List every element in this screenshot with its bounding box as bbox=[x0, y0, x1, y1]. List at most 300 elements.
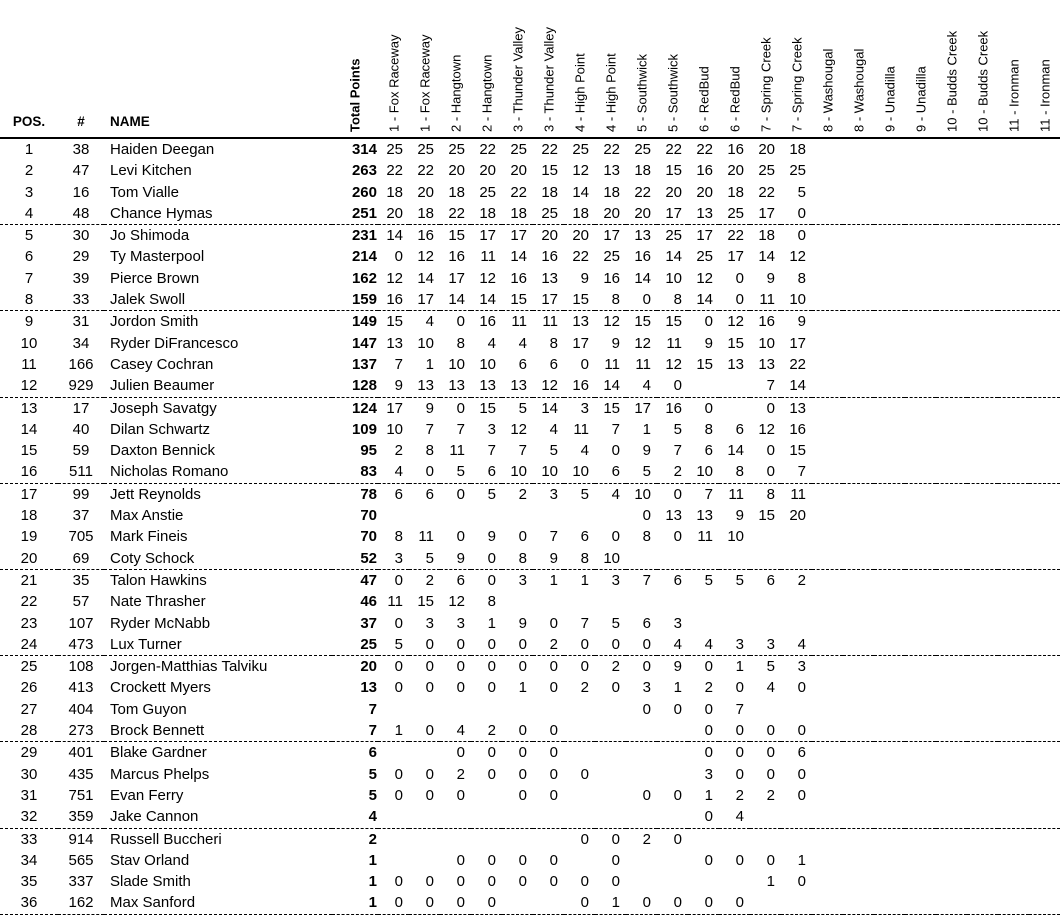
row-moto-score-18 bbox=[905, 656, 936, 678]
table-row[interactable] bbox=[0, 892, 1060, 914]
row-total-points: 162 bbox=[351, 269, 377, 287]
table-row[interactable] bbox=[0, 742, 1060, 764]
row-moto-score-15 bbox=[812, 354, 843, 375]
table-row[interactable] bbox=[0, 354, 1060, 375]
column-header-moto-label: 2 - Hangtown bbox=[479, 54, 494, 132]
row-moto-score-8 bbox=[595, 591, 626, 612]
row-moto-score-17 bbox=[874, 720, 905, 742]
row-moto-score-15 bbox=[812, 828, 843, 850]
moto-header-wrap bbox=[781, 26, 812, 134]
row-moto-score-22 bbox=[1029, 806, 1060, 828]
row-rider-name: Slade Smith bbox=[110, 873, 191, 891]
row-moto-score-21 bbox=[998, 656, 1029, 678]
row-moto-score-10: 0 bbox=[657, 375, 688, 397]
table-row[interactable] bbox=[0, 569, 1060, 591]
row-moto-score-13: 14 bbox=[758, 248, 775, 266]
row-moto-score-22 bbox=[1029, 354, 1060, 375]
row-moto-score-14 bbox=[781, 591, 812, 612]
column-header-moto-3 bbox=[440, 0, 471, 134]
row-moto-score-9 bbox=[626, 742, 657, 764]
column-header-moto-4 bbox=[471, 0, 502, 134]
row-moto-score-4: 3 bbox=[487, 420, 496, 438]
row-moto-score-6: 0 bbox=[549, 744, 558, 762]
row-moto-score-11: 12 bbox=[696, 269, 713, 287]
row-moto-score-14: 2 bbox=[797, 571, 806, 589]
table-row[interactable] bbox=[0, 656, 1060, 678]
table-row[interactable] bbox=[0, 138, 1060, 160]
row-moto-score-5: 20 bbox=[510, 162, 527, 180]
row-moto-score-19 bbox=[936, 806, 967, 828]
row-moto-score-14 bbox=[781, 828, 812, 850]
row-moto-score-22 bbox=[1029, 526, 1060, 547]
row-moto-score-7: 12 bbox=[572, 162, 589, 180]
row-position: 23 bbox=[20, 614, 38, 632]
table-row[interactable] bbox=[0, 225, 1060, 247]
row-moto-score-2: 12 bbox=[417, 248, 434, 266]
table-row[interactable] bbox=[0, 182, 1060, 203]
row-moto-score-2: 10 bbox=[417, 334, 434, 352]
row-moto-score-18 bbox=[905, 397, 936, 419]
row-rider-number: 34 bbox=[72, 334, 90, 352]
row-moto-score-21 bbox=[998, 483, 1029, 505]
column-header-moto-16 bbox=[843, 0, 874, 134]
row-position: 16 bbox=[0, 461, 58, 483]
table-row[interactable] bbox=[0, 375, 1060, 397]
row-moto-score-18 bbox=[905, 354, 936, 375]
row-moto-score-22 bbox=[1029, 203, 1060, 225]
row-moto-score-13: 11 bbox=[750, 289, 781, 311]
row-moto-score-17 bbox=[874, 699, 905, 720]
row-moto-score-6: 18 bbox=[541, 183, 558, 201]
row-moto-score-1: 13 bbox=[386, 334, 403, 352]
table-row[interactable] bbox=[0, 677, 1060, 698]
row-moto-score-14 bbox=[781, 526, 812, 547]
column-header-total-points bbox=[332, 0, 378, 134]
row-moto-score-6: 11 bbox=[542, 313, 558, 331]
row-moto-score-10: 17 bbox=[657, 203, 688, 225]
row-moto-score-8: 22 bbox=[603, 141, 620, 158]
table-row[interactable] bbox=[0, 440, 1060, 461]
row-moto-score-7 bbox=[564, 591, 595, 612]
row-moto-score-19 bbox=[936, 268, 967, 289]
row-moto-score-4: 2 bbox=[471, 720, 502, 742]
row-moto-score-8: 4 bbox=[611, 485, 620, 503]
row-moto-score-21 bbox=[998, 634, 1029, 656]
row-moto-score-4: 13 bbox=[471, 375, 502, 397]
table-row[interactable] bbox=[0, 526, 1060, 547]
row-moto-score-14: 13 bbox=[789, 399, 806, 417]
row-moto-score-18 bbox=[905, 850, 936, 871]
row-moto-score-4: 5 bbox=[487, 485, 496, 503]
row-rider-name: Jalek Swoll bbox=[104, 289, 332, 311]
row-moto-score-22 bbox=[1029, 505, 1060, 526]
row-moto-score-10 bbox=[657, 591, 688, 612]
row-moto-score-21 bbox=[998, 785, 1029, 806]
row-rider-name: Jorgen-Matthias Talviku bbox=[110, 658, 268, 676]
row-moto-score-22 bbox=[1029, 397, 1060, 419]
row-moto-score-19 bbox=[936, 397, 967, 419]
row-moto-score-9: 20 bbox=[626, 203, 657, 225]
row-rider-name: Marcus Phelps bbox=[110, 765, 210, 783]
row-position: 22 bbox=[20, 593, 38, 611]
row-moto-score-4: 0 bbox=[487, 744, 496, 762]
row-moto-score-19 bbox=[936, 828, 967, 850]
row-moto-score-13: 2 bbox=[766, 786, 775, 804]
row-position: 21 bbox=[20, 571, 38, 589]
row-moto-score-13: 0 bbox=[766, 442, 775, 460]
row-moto-score-19 bbox=[936, 591, 967, 612]
row-moto-score-14: 17 bbox=[789, 334, 806, 352]
row-moto-score-9: 12 bbox=[634, 334, 651, 352]
row-moto-score-2: 11 bbox=[418, 528, 434, 546]
row-moto-score-17 bbox=[874, 333, 905, 354]
row-rider-name: Pierce Brown bbox=[110, 269, 200, 287]
table-row[interactable] bbox=[0, 634, 1060, 656]
column-header-moto-9 bbox=[626, 0, 657, 134]
row-moto-score-10: 20 bbox=[665, 183, 682, 201]
row-rider-number: 48 bbox=[58, 203, 104, 225]
row-moto-score-18 bbox=[905, 419, 936, 440]
row-position: 4 bbox=[0, 203, 58, 225]
row-moto-score-21 bbox=[998, 333, 1029, 354]
table-row[interactable] bbox=[0, 333, 1060, 354]
row-moto-score-8 bbox=[595, 764, 626, 785]
row-moto-score-3: 8 bbox=[456, 334, 465, 352]
row-total-points: 47 bbox=[360, 571, 377, 589]
table-row[interactable] bbox=[0, 268, 1060, 289]
column-header-moto-label: 6 - RedBud bbox=[696, 66, 711, 132]
row-moto-score-18 bbox=[905, 268, 936, 289]
table-row[interactable] bbox=[0, 203, 1060, 225]
column-header-moto-10 bbox=[657, 0, 688, 134]
row-total-points: 4 bbox=[332, 806, 378, 828]
row-moto-score-19 bbox=[936, 526, 967, 547]
row-moto-score-11: 0 bbox=[688, 720, 719, 742]
row-rider-number: 108 bbox=[68, 658, 94, 676]
row-moto-score-20 bbox=[967, 461, 998, 483]
row-moto-score-22 bbox=[1029, 333, 1060, 354]
row-moto-score-9: 0 bbox=[642, 507, 651, 525]
table-row[interactable] bbox=[0, 871, 1060, 892]
row-moto-score-21 bbox=[998, 720, 1029, 742]
column-header-moto-17 bbox=[874, 0, 905, 134]
row-moto-score-13: 8 bbox=[766, 485, 775, 503]
row-moto-score-13: 0 bbox=[766, 399, 775, 417]
table-row[interactable] bbox=[0, 505, 1060, 526]
row-moto-score-20 bbox=[967, 720, 998, 742]
row-moto-score-21 bbox=[998, 591, 1029, 612]
row-moto-score-8: 10 bbox=[595, 548, 626, 570]
column-header-moto-label: 11 - Ironman bbox=[1037, 59, 1052, 132]
row-moto-score-8: 3 bbox=[611, 571, 620, 589]
moto-header-wrap bbox=[967, 26, 998, 134]
row-moto-score-9: 0 bbox=[626, 289, 657, 311]
row-moto-score-22 bbox=[1029, 871, 1060, 892]
row-moto-score-1: 25 bbox=[386, 141, 403, 158]
table-row[interactable] bbox=[0, 699, 1060, 720]
row-moto-score-19 bbox=[936, 785, 967, 806]
table-row[interactable] bbox=[0, 764, 1060, 785]
row-moto-score-8 bbox=[595, 720, 626, 742]
row-moto-score-15 bbox=[812, 591, 843, 612]
row-moto-score-18 bbox=[905, 699, 936, 720]
row-moto-score-9: 0 bbox=[642, 786, 651, 804]
row-moto-score-3: 18 bbox=[448, 183, 465, 201]
row-moto-score-11: 2 bbox=[704, 679, 713, 697]
row-moto-score-12: 0 bbox=[719, 289, 750, 311]
row-moto-score-13: 3 bbox=[750, 634, 781, 656]
row-moto-score-14: 8 bbox=[797, 269, 806, 287]
row-moto-score-18 bbox=[905, 720, 936, 742]
row-moto-score-4: 15 bbox=[479, 399, 496, 417]
table-row[interactable] bbox=[0, 289, 1060, 311]
row-moto-score-19 bbox=[936, 656, 967, 678]
row-moto-score-15 bbox=[812, 138, 843, 160]
row-moto-score-20 bbox=[967, 160, 998, 181]
row-moto-score-9: 25 bbox=[634, 141, 651, 158]
column-header-number bbox=[58, 0, 104, 134]
row-moto-score-13 bbox=[750, 613, 781, 634]
row-rider-name: Tom Guyon bbox=[110, 700, 187, 718]
row-moto-score-9: 15 bbox=[634, 313, 651, 331]
row-rider-number: 57 bbox=[72, 593, 90, 611]
row-moto-score-5: 4 bbox=[518, 334, 527, 352]
row-moto-score-2: 20 bbox=[417, 183, 434, 201]
row-total-points: 149 bbox=[351, 313, 377, 331]
row-moto-score-15 bbox=[812, 613, 843, 634]
row-moto-score-5 bbox=[502, 806, 533, 828]
row-moto-score-18 bbox=[905, 806, 936, 828]
row-moto-score-4: 22 bbox=[479, 141, 496, 158]
row-position: 6 bbox=[24, 248, 34, 266]
row-moto-score-15 bbox=[812, 461, 843, 483]
row-moto-score-8: 13 bbox=[603, 162, 620, 180]
row-moto-score-21 bbox=[998, 461, 1029, 483]
row-moto-score-15 bbox=[812, 505, 843, 526]
row-moto-score-17 bbox=[874, 203, 905, 225]
row-rider-name: Stav Orland bbox=[110, 851, 190, 869]
row-moto-score-3: 0 bbox=[456, 399, 465, 417]
row-rider-name: Lux Turner bbox=[104, 634, 332, 656]
row-moto-score-3: 12 bbox=[448, 593, 465, 611]
row-moto-score-18 bbox=[905, 871, 936, 892]
row-rider-number: 37 bbox=[72, 507, 90, 525]
row-moto-score-14: 12 bbox=[789, 248, 806, 266]
row-moto-score-6: 0 bbox=[549, 679, 558, 697]
row-moto-score-10: 13 bbox=[665, 507, 682, 525]
row-moto-score-19 bbox=[936, 548, 967, 570]
table-row[interactable] bbox=[0, 246, 1060, 267]
row-moto-score-4: 6 bbox=[471, 461, 502, 483]
row-moto-score-17 bbox=[874, 160, 905, 181]
row-moto-score-22 bbox=[1029, 850, 1060, 871]
row-moto-score-14: 22 bbox=[789, 355, 806, 373]
row-moto-score-20 bbox=[967, 892, 998, 914]
row-moto-score-10: 0 bbox=[673, 830, 682, 848]
row-moto-score-8: 0 bbox=[611, 851, 620, 869]
row-total-points: 37 bbox=[360, 614, 377, 632]
row-moto-score-1: 9 bbox=[378, 375, 409, 397]
row-moto-score-12 bbox=[719, 828, 750, 850]
row-moto-score-9: 13 bbox=[634, 227, 651, 245]
row-position: 27 bbox=[20, 700, 38, 718]
moto-header-wrap bbox=[688, 26, 719, 134]
column-header-moto-2 bbox=[409, 0, 440, 134]
row-moto-score-9 bbox=[626, 850, 657, 871]
row-moto-score-11: 0 bbox=[704, 313, 713, 331]
row-moto-score-7: 20 bbox=[572, 227, 589, 245]
row-moto-score-13: 20 bbox=[758, 141, 775, 158]
table-row[interactable] bbox=[0, 160, 1060, 181]
row-moto-score-2: 1 bbox=[425, 355, 434, 373]
moto-header-wrap bbox=[533, 26, 564, 134]
row-moto-score-20 bbox=[967, 333, 998, 354]
row-total-points: 13 bbox=[360, 679, 377, 697]
column-header-moto-5 bbox=[502, 0, 533, 134]
row-moto-score-13: 4 bbox=[766, 679, 775, 697]
row-moto-score-1: 0 bbox=[394, 658, 403, 676]
row-moto-score-14: 0 bbox=[797, 227, 806, 245]
row-moto-score-22 bbox=[1029, 742, 1060, 764]
row-moto-score-11: 7 bbox=[704, 485, 713, 503]
column-header-moto-label: 6 - RedBud bbox=[727, 66, 742, 132]
row-moto-score-9: 0 bbox=[642, 658, 651, 676]
row-moto-score-16 bbox=[843, 182, 874, 203]
row-moto-score-15 bbox=[812, 871, 843, 892]
row-moto-score-12: 0 bbox=[735, 744, 744, 762]
row-moto-score-13: 0 bbox=[766, 744, 775, 762]
row-moto-score-10: 16 bbox=[665, 399, 682, 417]
row-moto-score-2 bbox=[409, 742, 440, 764]
row-moto-score-9: 10 bbox=[634, 485, 651, 503]
row-moto-score-18 bbox=[905, 505, 936, 526]
table-row[interactable] bbox=[0, 613, 1060, 634]
row-moto-score-11: 8 bbox=[704, 420, 713, 438]
row-moto-score-11: 0 bbox=[704, 658, 713, 676]
row-moto-score-17 bbox=[874, 613, 905, 634]
row-position: 26 bbox=[20, 679, 38, 697]
row-moto-score-6: 13 bbox=[541, 269, 558, 287]
row-moto-score-8: 0 bbox=[611, 528, 620, 546]
row-moto-score-6: 0 bbox=[549, 786, 558, 804]
row-rider-number: 511 bbox=[58, 461, 104, 483]
row-moto-score-20 bbox=[967, 785, 998, 806]
row-moto-score-10: 25 bbox=[665, 227, 682, 245]
table-row[interactable] bbox=[0, 548, 1060, 570]
table-body bbox=[0, 138, 1060, 914]
row-moto-score-10: 4 bbox=[657, 634, 688, 656]
row-moto-score-1: 2 bbox=[394, 442, 403, 460]
table-row[interactable] bbox=[0, 483, 1060, 505]
table-row[interactable] bbox=[0, 806, 1060, 828]
row-moto-score-1: 12 bbox=[386, 269, 403, 287]
table-row[interactable] bbox=[0, 419, 1060, 440]
row-moto-score-16 bbox=[843, 440, 874, 461]
row-moto-score-18 bbox=[905, 289, 936, 311]
row-moto-score-14: 4 bbox=[781, 634, 812, 656]
row-moto-score-12: 5 bbox=[735, 571, 744, 589]
row-total-points: 52 bbox=[332, 548, 378, 570]
row-moto-score-16 bbox=[843, 677, 874, 698]
row-moto-score-4: 0 bbox=[471, 892, 502, 914]
table-row[interactable] bbox=[0, 828, 1060, 850]
moto-header-wrap bbox=[440, 26, 471, 134]
row-moto-score-18 bbox=[905, 138, 936, 160]
row-rider-name: Jake Cannon bbox=[104, 806, 332, 828]
row-moto-score-6: 3 bbox=[549, 485, 558, 503]
row-moto-score-17 bbox=[874, 677, 905, 698]
row-moto-score-3: 10 bbox=[448, 355, 465, 373]
row-position: 29 bbox=[20, 744, 38, 762]
table-row[interactable] bbox=[0, 720, 1060, 742]
row-position: 20 bbox=[0, 548, 58, 570]
row-moto-score-21 bbox=[998, 871, 1029, 892]
row-moto-score-13: 22 bbox=[758, 183, 775, 201]
row-moto-score-8: 0 bbox=[611, 873, 620, 891]
row-moto-score-6: 20 bbox=[541, 227, 558, 245]
row-moto-score-18 bbox=[905, 742, 936, 764]
row-moto-score-21 bbox=[998, 806, 1029, 828]
row-moto-score-19 bbox=[936, 699, 967, 720]
row-moto-score-19 bbox=[936, 677, 967, 698]
row-moto-score-14: 9 bbox=[797, 313, 806, 331]
row-moto-score-10: 8 bbox=[657, 289, 688, 311]
column-header-moto-18 bbox=[905, 0, 936, 134]
row-position: 13 bbox=[20, 399, 38, 417]
row-moto-score-11: 3 bbox=[704, 765, 713, 783]
moto-header-wrap bbox=[719, 26, 750, 134]
row-moto-score-16 bbox=[843, 806, 874, 828]
column-header-moto-label: 10 - Budds Creek bbox=[975, 30, 990, 132]
row-rider-number: 39 bbox=[72, 269, 90, 287]
table-row[interactable] bbox=[0, 785, 1060, 806]
row-moto-score-3: 0 bbox=[440, 634, 471, 656]
row-moto-score-1: 20 bbox=[378, 203, 409, 225]
row-moto-score-18 bbox=[905, 764, 936, 785]
table-row[interactable] bbox=[0, 461, 1060, 483]
row-total-points: 83 bbox=[332, 461, 378, 483]
row-rider-name: Blake Gardner bbox=[110, 744, 207, 762]
table-row[interactable] bbox=[0, 397, 1060, 419]
row-moto-score-9: 5 bbox=[626, 461, 657, 483]
row-moto-score-7: 17 bbox=[572, 334, 589, 352]
row-moto-score-7: 0 bbox=[580, 658, 589, 676]
row-moto-score-4 bbox=[471, 505, 502, 526]
row-moto-score-5: 0 bbox=[518, 873, 527, 891]
row-moto-score-7: 22 bbox=[572, 248, 589, 266]
row-moto-score-12: 2 bbox=[735, 786, 744, 804]
column-header-moto-label: 9 - Unadilla bbox=[913, 66, 928, 132]
table-row[interactable] bbox=[0, 850, 1060, 871]
row-moto-score-19 bbox=[936, 742, 967, 764]
row-moto-score-17 bbox=[874, 225, 905, 247]
row-moto-score-11 bbox=[688, 613, 719, 634]
row-total-points: 251 bbox=[332, 203, 378, 225]
table-row[interactable] bbox=[0, 311, 1060, 333]
row-moto-score-11: 10 bbox=[688, 461, 719, 483]
row-moto-score-16 bbox=[843, 138, 874, 160]
row-moto-score-8 bbox=[595, 785, 626, 806]
row-moto-score-5: 0 bbox=[518, 528, 527, 546]
row-moto-score-10: 0 bbox=[673, 700, 682, 718]
row-moto-score-15 bbox=[812, 677, 843, 698]
row-moto-score-10: 6 bbox=[673, 571, 682, 589]
row-moto-score-22 bbox=[1029, 892, 1060, 914]
row-total-points: 5 bbox=[368, 786, 377, 804]
table-row[interactable] bbox=[0, 591, 1060, 612]
row-moto-score-5: 0 bbox=[518, 765, 527, 783]
row-moto-score-16 bbox=[843, 203, 874, 225]
